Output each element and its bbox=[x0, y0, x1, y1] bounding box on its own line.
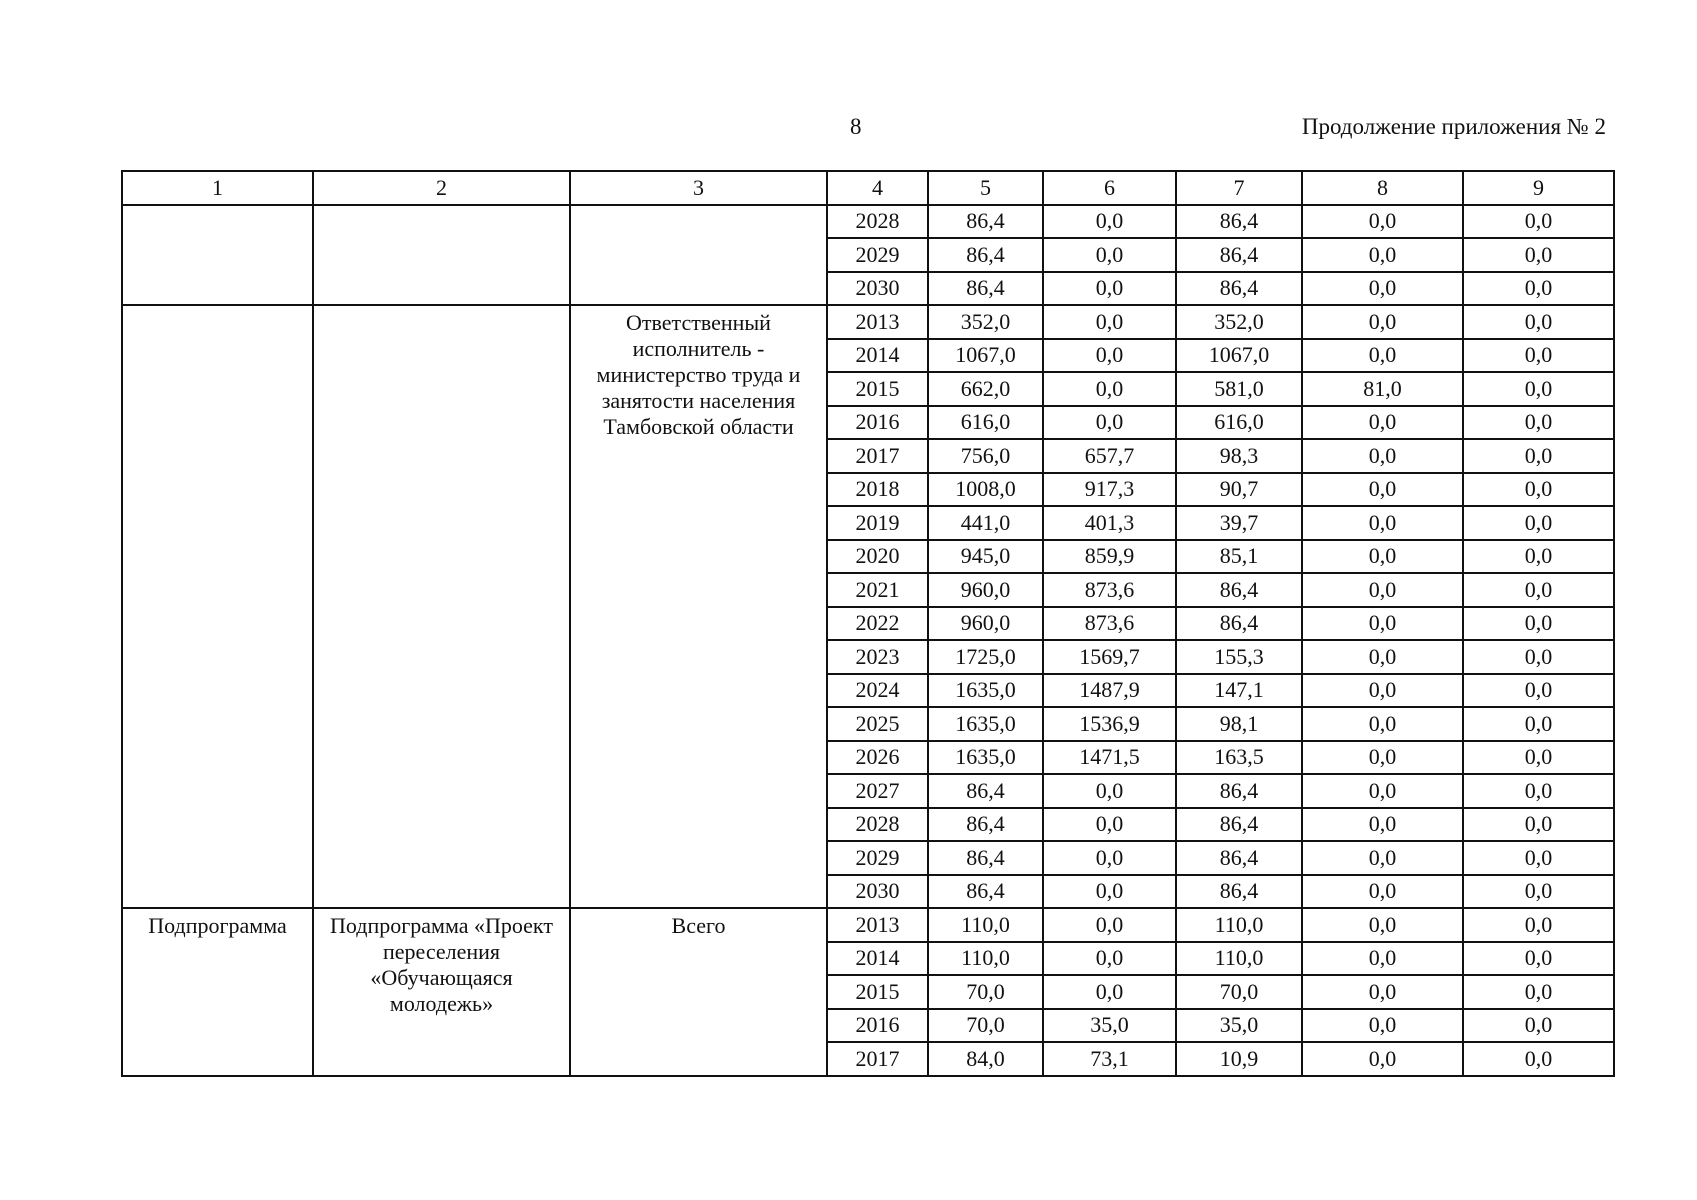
total-cell: 616,0 bbox=[928, 406, 1043, 440]
local-cell: 0,0 bbox=[1302, 540, 1463, 574]
total-cell: 70,0 bbox=[928, 1009, 1043, 1043]
extrabudget-cell: 0,0 bbox=[1463, 875, 1614, 909]
extrabudget-cell: 0,0 bbox=[1463, 238, 1614, 272]
local-cell: 0,0 bbox=[1302, 1042, 1463, 1076]
regional-cell: 86,4 bbox=[1176, 841, 1302, 875]
total-cell: 70,0 bbox=[928, 975, 1043, 1009]
column-number-6: 6 bbox=[1043, 171, 1176, 205]
extrabudget-cell: 0,0 bbox=[1463, 908, 1614, 942]
regional-cell: 85,1 bbox=[1176, 540, 1302, 574]
total-cell: 1635,0 bbox=[928, 674, 1043, 708]
year-cell: 2028 bbox=[827, 205, 928, 239]
federal-cell: 0,0 bbox=[1043, 238, 1176, 272]
total-cell: 1008,0 bbox=[928, 473, 1043, 507]
total-cell: 352,0 bbox=[928, 305, 1043, 339]
regional-cell: 86,4 bbox=[1176, 205, 1302, 239]
federal-cell: 0,0 bbox=[1043, 841, 1176, 875]
extrabudget-cell: 0,0 bbox=[1463, 607, 1614, 641]
extrabudget-cell: 0,0 bbox=[1463, 774, 1614, 808]
extrabudget-cell: 0,0 bbox=[1463, 808, 1614, 842]
extrabudget-cell: 0,0 bbox=[1463, 841, 1614, 875]
page-number: 8 bbox=[850, 114, 862, 139]
federal-cell: 0,0 bbox=[1043, 372, 1176, 406]
local-cell: 0,0 bbox=[1302, 975, 1463, 1009]
extrabudget-cell: 0,0 bbox=[1463, 473, 1614, 507]
federal-cell: 0,0 bbox=[1043, 305, 1176, 339]
regional-cell: 98,3 bbox=[1176, 439, 1302, 473]
year-cell: 2020 bbox=[827, 540, 928, 574]
regional-cell: 110,0 bbox=[1176, 942, 1302, 976]
year-cell: 2013 bbox=[827, 908, 928, 942]
federal-cell: 0,0 bbox=[1043, 774, 1176, 808]
local-cell: 0,0 bbox=[1302, 774, 1463, 808]
year-cell: 2015 bbox=[827, 372, 928, 406]
year-cell: 2027 bbox=[827, 774, 928, 808]
year-cell: 2028 bbox=[827, 808, 928, 842]
federal-cell: 0,0 bbox=[1043, 875, 1176, 909]
federal-cell: 917,3 bbox=[1043, 473, 1176, 507]
regional-cell: 1067,0 bbox=[1176, 339, 1302, 373]
regional-cell: 10,9 bbox=[1176, 1042, 1302, 1076]
local-cell: 0,0 bbox=[1302, 573, 1463, 607]
federal-cell: 0,0 bbox=[1043, 339, 1176, 373]
total-cell: 1067,0 bbox=[928, 339, 1043, 373]
column-number-1: 1 bbox=[122, 171, 313, 205]
year-cell: 2026 bbox=[827, 741, 928, 775]
funding-table bbox=[121, 170, 1615, 1077]
year-cell: 2030 bbox=[827, 875, 928, 909]
regional-cell: 35,0 bbox=[1176, 1009, 1302, 1043]
regional-cell: 90,7 bbox=[1176, 473, 1302, 507]
local-cell: 0,0 bbox=[1302, 205, 1463, 239]
extrabudget-cell: 0,0 bbox=[1463, 406, 1614, 440]
local-cell: 0,0 bbox=[1302, 305, 1463, 339]
extrabudget-cell: 0,0 bbox=[1463, 305, 1614, 339]
total-cell: 86,4 bbox=[928, 841, 1043, 875]
executor-cell: Всего bbox=[570, 908, 827, 1076]
local-cell: 0,0 bbox=[1302, 1009, 1463, 1043]
federal-cell: 0,0 bbox=[1043, 942, 1176, 976]
regional-cell: 86,4 bbox=[1176, 875, 1302, 909]
regional-cell: 616,0 bbox=[1176, 406, 1302, 440]
column-number-7: 7 bbox=[1176, 171, 1302, 205]
federal-cell: 873,6 bbox=[1043, 573, 1176, 607]
local-cell: 0,0 bbox=[1302, 707, 1463, 741]
local-cell: 0,0 bbox=[1302, 908, 1463, 942]
total-cell: 960,0 bbox=[928, 607, 1043, 641]
local-cell: 0,0 bbox=[1302, 238, 1463, 272]
extrabudget-cell: 0,0 bbox=[1463, 1009, 1614, 1043]
regional-cell: 163,5 bbox=[1176, 741, 1302, 775]
extrabudget-cell: 0,0 bbox=[1463, 674, 1614, 708]
year-cell: 2024 bbox=[827, 674, 928, 708]
column-number-3: 3 bbox=[570, 171, 827, 205]
year-cell: 2019 bbox=[827, 506, 928, 540]
year-cell: 2016 bbox=[827, 406, 928, 440]
regional-cell: 86,4 bbox=[1176, 573, 1302, 607]
total-cell: 110,0 bbox=[928, 908, 1043, 942]
total-cell: 86,4 bbox=[928, 774, 1043, 808]
federal-cell: 0,0 bbox=[1043, 808, 1176, 842]
local-cell: 0,0 bbox=[1302, 339, 1463, 373]
regional-cell: 39,7 bbox=[1176, 506, 1302, 540]
regional-cell: 110,0 bbox=[1176, 908, 1302, 942]
federal-cell: 1569,7 bbox=[1043, 640, 1176, 674]
extrabudget-cell: 0,0 bbox=[1463, 205, 1614, 239]
table-row bbox=[122, 205, 1614, 239]
local-cell: 0,0 bbox=[1302, 607, 1463, 641]
extrabudget-cell: 0,0 bbox=[1463, 372, 1614, 406]
regional-cell: 581,0 bbox=[1176, 372, 1302, 406]
regional-cell: 70,0 bbox=[1176, 975, 1302, 1009]
regional-cell: 86,4 bbox=[1176, 774, 1302, 808]
table-body bbox=[122, 205, 1614, 1076]
year-cell: 2014 bbox=[827, 339, 928, 373]
extrabudget-cell: 0,0 bbox=[1463, 1042, 1614, 1076]
table-row bbox=[122, 908, 1614, 942]
federal-cell: 0,0 bbox=[1043, 908, 1176, 942]
year-cell: 2030 bbox=[827, 272, 928, 306]
regional-cell: 86,4 bbox=[1176, 607, 1302, 641]
total-cell: 86,4 bbox=[928, 875, 1043, 909]
executor-cell: Ответственный исполнитель - министерство труда и занятости населения Тамбовской области bbox=[570, 305, 827, 908]
row-label-cell bbox=[122, 305, 313, 908]
extrabudget-cell: 0,0 bbox=[1463, 707, 1614, 741]
federal-cell: 401,3 bbox=[1043, 506, 1176, 540]
extrabudget-cell: 0,0 bbox=[1463, 506, 1614, 540]
column-number-row bbox=[122, 171, 1614, 205]
column-number-5: 5 bbox=[928, 171, 1043, 205]
federal-cell: 73,1 bbox=[1043, 1042, 1176, 1076]
regional-cell: 98,1 bbox=[1176, 707, 1302, 741]
federal-cell: 873,6 bbox=[1043, 607, 1176, 641]
local-cell: 0,0 bbox=[1302, 439, 1463, 473]
program-name-cell bbox=[313, 305, 570, 908]
extrabudget-cell: 0,0 bbox=[1463, 540, 1614, 574]
total-cell: 86,4 bbox=[928, 272, 1043, 306]
regional-cell: 155,3 bbox=[1176, 640, 1302, 674]
local-cell: 0,0 bbox=[1302, 506, 1463, 540]
column-number-4: 4 bbox=[827, 171, 928, 205]
year-cell: 2029 bbox=[827, 238, 928, 272]
total-cell: 86,4 bbox=[928, 238, 1043, 272]
local-cell: 0,0 bbox=[1302, 841, 1463, 875]
federal-cell: 0,0 bbox=[1043, 272, 1176, 306]
total-cell: 86,4 bbox=[928, 808, 1043, 842]
local-cell: 0,0 bbox=[1302, 674, 1463, 708]
extrabudget-cell: 0,0 bbox=[1463, 573, 1614, 607]
local-cell: 0,0 bbox=[1302, 875, 1463, 909]
federal-cell: 1487,9 bbox=[1043, 674, 1176, 708]
program-name-cell: Подпрограмма «Проект переселения «Обучающаяся молодежь» bbox=[313, 908, 570, 1076]
federal-cell: 859,9 bbox=[1043, 540, 1176, 574]
total-cell: 441,0 bbox=[928, 506, 1043, 540]
executor-cell bbox=[570, 205, 827, 306]
federal-cell: 0,0 bbox=[1043, 205, 1176, 239]
total-cell: 662,0 bbox=[928, 372, 1043, 406]
regional-cell: 86,4 bbox=[1176, 272, 1302, 306]
extrabudget-cell: 0,0 bbox=[1463, 439, 1614, 473]
local-cell: 0,0 bbox=[1302, 640, 1463, 674]
federal-cell: 0,0 bbox=[1043, 406, 1176, 440]
year-cell: 2016 bbox=[827, 1009, 928, 1043]
local-cell: 0,0 bbox=[1302, 808, 1463, 842]
total-cell: 1725,0 bbox=[928, 640, 1043, 674]
federal-cell: 657,7 bbox=[1043, 439, 1176, 473]
year-cell: 2018 bbox=[827, 473, 928, 507]
total-cell: 1635,0 bbox=[928, 741, 1043, 775]
local-cell: 0,0 bbox=[1302, 406, 1463, 440]
regional-cell: 147,1 bbox=[1176, 674, 1302, 708]
extrabudget-cell: 0,0 bbox=[1463, 272, 1614, 306]
total-cell: 84,0 bbox=[928, 1042, 1043, 1076]
program-name-cell bbox=[313, 205, 570, 306]
column-number-8: 8 bbox=[1302, 171, 1463, 205]
row-label-cell: Подпрограмма bbox=[122, 908, 313, 1076]
federal-cell: 1536,9 bbox=[1043, 707, 1176, 741]
regional-cell: 86,4 bbox=[1176, 808, 1302, 842]
year-cell: 2014 bbox=[827, 942, 928, 976]
year-cell: 2023 bbox=[827, 640, 928, 674]
extrabudget-cell: 0,0 bbox=[1463, 339, 1614, 373]
local-cell: 0,0 bbox=[1302, 942, 1463, 976]
year-cell: 2029 bbox=[827, 841, 928, 875]
total-cell: 86,4 bbox=[928, 205, 1043, 239]
total-cell: 110,0 bbox=[928, 942, 1043, 976]
year-cell: 2021 bbox=[827, 573, 928, 607]
extrabudget-cell: 0,0 bbox=[1463, 942, 1614, 976]
table-row bbox=[122, 305, 1614, 339]
total-cell: 945,0 bbox=[928, 540, 1043, 574]
total-cell: 1635,0 bbox=[928, 707, 1043, 741]
row-label-cell bbox=[122, 205, 313, 306]
year-cell: 2013 bbox=[827, 305, 928, 339]
total-cell: 756,0 bbox=[928, 439, 1043, 473]
year-cell: 2017 bbox=[827, 1042, 928, 1076]
column-number-9: 9 bbox=[1463, 171, 1614, 205]
local-cell: 81,0 bbox=[1302, 372, 1463, 406]
federal-cell: 0,0 bbox=[1043, 975, 1176, 1009]
appendix-note: Продолжение приложения № 2 bbox=[1301, 114, 1606, 139]
extrabudget-cell: 0,0 bbox=[1463, 640, 1614, 674]
total-cell: 960,0 bbox=[928, 573, 1043, 607]
year-cell: 2022 bbox=[827, 607, 928, 641]
regional-cell: 86,4 bbox=[1176, 238, 1302, 272]
extrabudget-cell: 0,0 bbox=[1463, 741, 1614, 775]
year-cell: 2015 bbox=[827, 975, 928, 1009]
local-cell: 0,0 bbox=[1302, 272, 1463, 306]
column-number-2: 2 bbox=[313, 171, 570, 205]
local-cell: 0,0 bbox=[1302, 473, 1463, 507]
regional-cell: 352,0 bbox=[1176, 305, 1302, 339]
extrabudget-cell: 0,0 bbox=[1463, 975, 1614, 1009]
federal-cell: 35,0 bbox=[1043, 1009, 1176, 1043]
year-cell: 2025 bbox=[827, 707, 928, 741]
local-cell: 0,0 bbox=[1302, 741, 1463, 775]
year-cell: 2017 bbox=[827, 439, 928, 473]
federal-cell: 1471,5 bbox=[1043, 741, 1176, 775]
